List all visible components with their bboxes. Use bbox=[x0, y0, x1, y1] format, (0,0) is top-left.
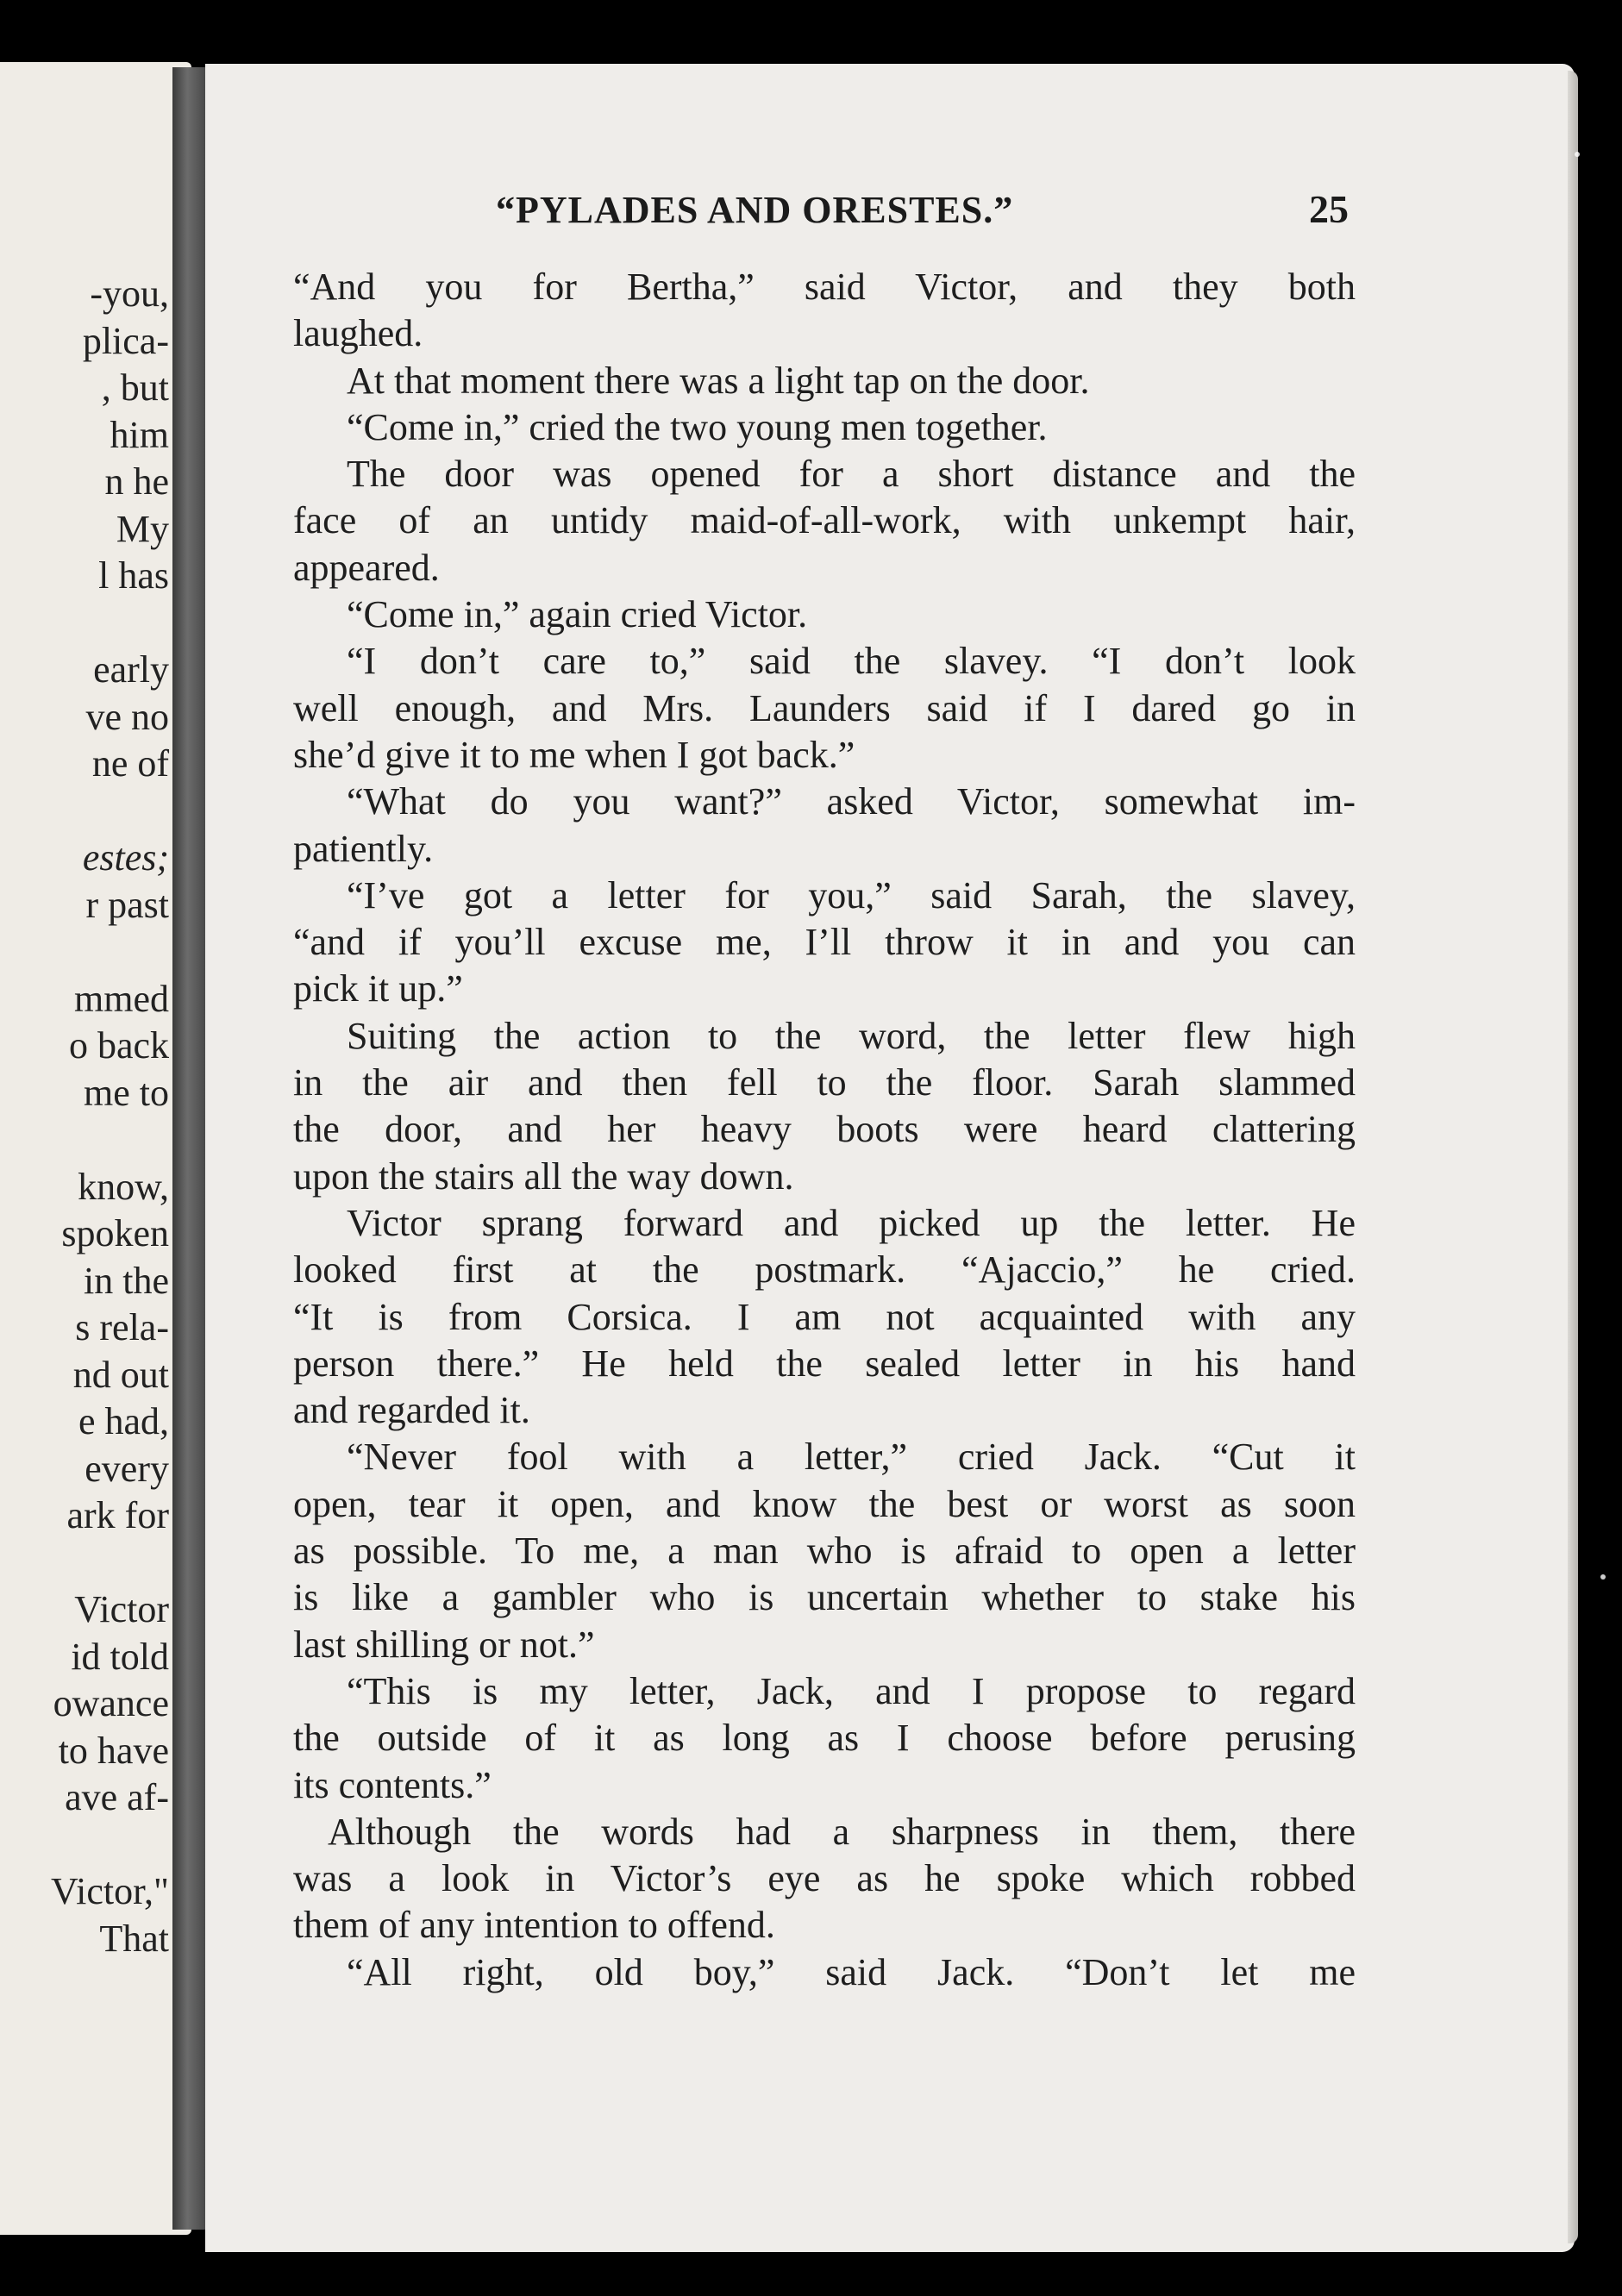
text-line: face of an untidy maid-of-all-work, with unkempt hair, bbox=[293, 499, 1356, 542]
facing-page-fragment: every bbox=[85, 1447, 169, 1490]
text-line: laughed. bbox=[293, 312, 423, 355]
text-line: At that moment there was a light tap on the door. bbox=[347, 359, 1090, 402]
text-line: pick it up.” bbox=[293, 967, 463, 1010]
scan-dust-speck bbox=[1600, 1574, 1606, 1580]
text-line: “And you for Bertha,” said Victor, and they both bbox=[293, 266, 1356, 308]
facing-page-fragment: s rela- bbox=[75, 1306, 169, 1348]
facing-page-left bbox=[0, 62, 191, 2235]
book-gutter-shadow bbox=[172, 67, 205, 2230]
text-line: looked first at the postmark. “Ajaccio,” he cried. bbox=[293, 1248, 1356, 1292]
text-line: “It is from Corsica. I am not acquainted with any bbox=[293, 1295, 1356, 1338]
text-line: the outside of it as long as I choose before perusing bbox=[293, 1717, 1356, 1760]
facing-page-fragment bbox=[51, 929, 169, 976]
page-edge bbox=[1568, 71, 1578, 2243]
facing-page-fragment bbox=[51, 1540, 169, 1587]
text-line: was a look in Victor’s eye as he spoke which robbed bbox=[293, 1857, 1356, 1900]
text-line: its contents.” bbox=[293, 1763, 492, 1806]
text-line: as possible. To me, a man who is afraid to open a letter bbox=[293, 1530, 1356, 1573]
facing-page-fragment: -you, bbox=[90, 272, 169, 315]
text-line: “This is my letter, Jack, and I propose to regard bbox=[347, 1669, 1356, 1712]
text-line: “I don’t care to,” said the slavey. “I don’t look bbox=[347, 640, 1356, 683]
facing-page-fragment: r past bbox=[85, 883, 169, 926]
facing-page-fragment: Victor," bbox=[51, 1870, 169, 1912]
facing-page-fragment: plica- bbox=[82, 319, 169, 362]
facing-page-fragment: That bbox=[99, 1917, 169, 1960]
text-line: appeared. bbox=[293, 546, 440, 589]
text-line: is like a gambler who is uncertain whether to stake his bbox=[293, 1576, 1356, 1619]
text-line: “I’ve got a letter for you,” said Sarah, the slavey, bbox=[347, 873, 1356, 917]
facing-page-fragment: l has bbox=[98, 554, 169, 597]
facing-page-fragment: estes; bbox=[82, 836, 169, 879]
text-line: “Never fool with a letter,” cried Jack. “Cut it bbox=[347, 1436, 1356, 1479]
text-line: “Come in,” again cried Victor. bbox=[347, 593, 808, 636]
facing-page-fragment: mmed bbox=[74, 977, 169, 1020]
facing-page-fragment: in the bbox=[84, 1259, 169, 1302]
text-line: The door was opened for a short distance and the bbox=[347, 453, 1356, 496]
text-line: in the air and then fell to the floor. Sarah slammed bbox=[293, 1061, 1356, 1104]
facing-page-fragment: My bbox=[116, 507, 169, 550]
facing-page-fragment: him bbox=[110, 413, 169, 456]
facing-page-fragment bbox=[51, 1117, 169, 1164]
facing-page-fragment: to have bbox=[58, 1729, 169, 1772]
facing-page-fragment: nd out bbox=[72, 1353, 169, 1396]
facing-page-fragment: spoken bbox=[61, 1212, 169, 1254]
text-line: she’d give it to me when I got back.” bbox=[293, 733, 855, 776]
facing-page-fragment: ark for bbox=[66, 1494, 169, 1536]
facing-page-fragment: , but bbox=[101, 366, 169, 409]
facing-page-fragment: me to bbox=[84, 1071, 169, 1114]
facing-page-fragment: n he bbox=[104, 460, 169, 503]
text-line: “Come in,” cried the two young men together. bbox=[347, 405, 1048, 448]
text-line: last shilling or not.” bbox=[293, 1623, 595, 1666]
facing-page-fragment bbox=[51, 788, 169, 835]
text-line: well enough, and Mrs. Launders said if I dared go in bbox=[293, 686, 1356, 729]
facing-page-fragment: know, bbox=[78, 1165, 169, 1208]
facing-page-fragment: e had, bbox=[78, 1400, 169, 1442]
facing-page-fragment bbox=[51, 1822, 169, 1869]
text-line: “All right, old boy,” said Jack. “Don’t let me bbox=[347, 1950, 1356, 1993]
facing-page-fragment: ne of bbox=[91, 742, 169, 785]
text-line: them of any intention to offend. bbox=[293, 1904, 775, 1947]
facing-page-fragment: Victor bbox=[74, 1588, 169, 1630]
text-line: and regarded it. bbox=[293, 1389, 530, 1432]
text-line: “and if you’ll excuse me, I’ll throw it in and you can bbox=[293, 921, 1356, 964]
facing-page-fragment: id told bbox=[71, 1635, 169, 1678]
running-head-title: “PYLADES AND ORESTES.” bbox=[496, 189, 1014, 231]
facing-page-text-fragments bbox=[51, 271, 169, 1962]
facing-page-fragment: o back bbox=[68, 1024, 169, 1067]
body-text bbox=[293, 264, 1356, 1996]
facing-page-fragment: owance bbox=[53, 1682, 169, 1724]
text-line: “What do you want?” asked Victor, somewhat im- bbox=[347, 780, 1356, 823]
text-line: upon the stairs all the way down. bbox=[293, 1154, 794, 1198]
text-line: the door, and her heavy boots were heard clattering bbox=[293, 1108, 1356, 1151]
text-line: open, tear it open, and know the best or worst as soon bbox=[293, 1482, 1356, 1525]
text-line: patiently. bbox=[293, 827, 434, 870]
facing-page-fragment: early bbox=[93, 648, 169, 691]
text-line: Victor sprang forward and picked up the letter. He bbox=[347, 1201, 1356, 1244]
text-line: Suiting the action to the word, the letter flew high bbox=[347, 1014, 1356, 1057]
scan-dust-speck bbox=[1575, 152, 1580, 157]
facing-page-fragment: ave af- bbox=[65, 1776, 169, 1818]
page-number: 25 bbox=[1309, 187, 1349, 231]
text-line: person there.” He held the sealed letter in his hand bbox=[293, 1342, 1356, 1385]
text-line: Although the words had a sharpness in them, there bbox=[328, 1810, 1356, 1853]
facing-page-fragment bbox=[51, 600, 169, 648]
facing-page-fragment: ve no bbox=[85, 695, 169, 738]
